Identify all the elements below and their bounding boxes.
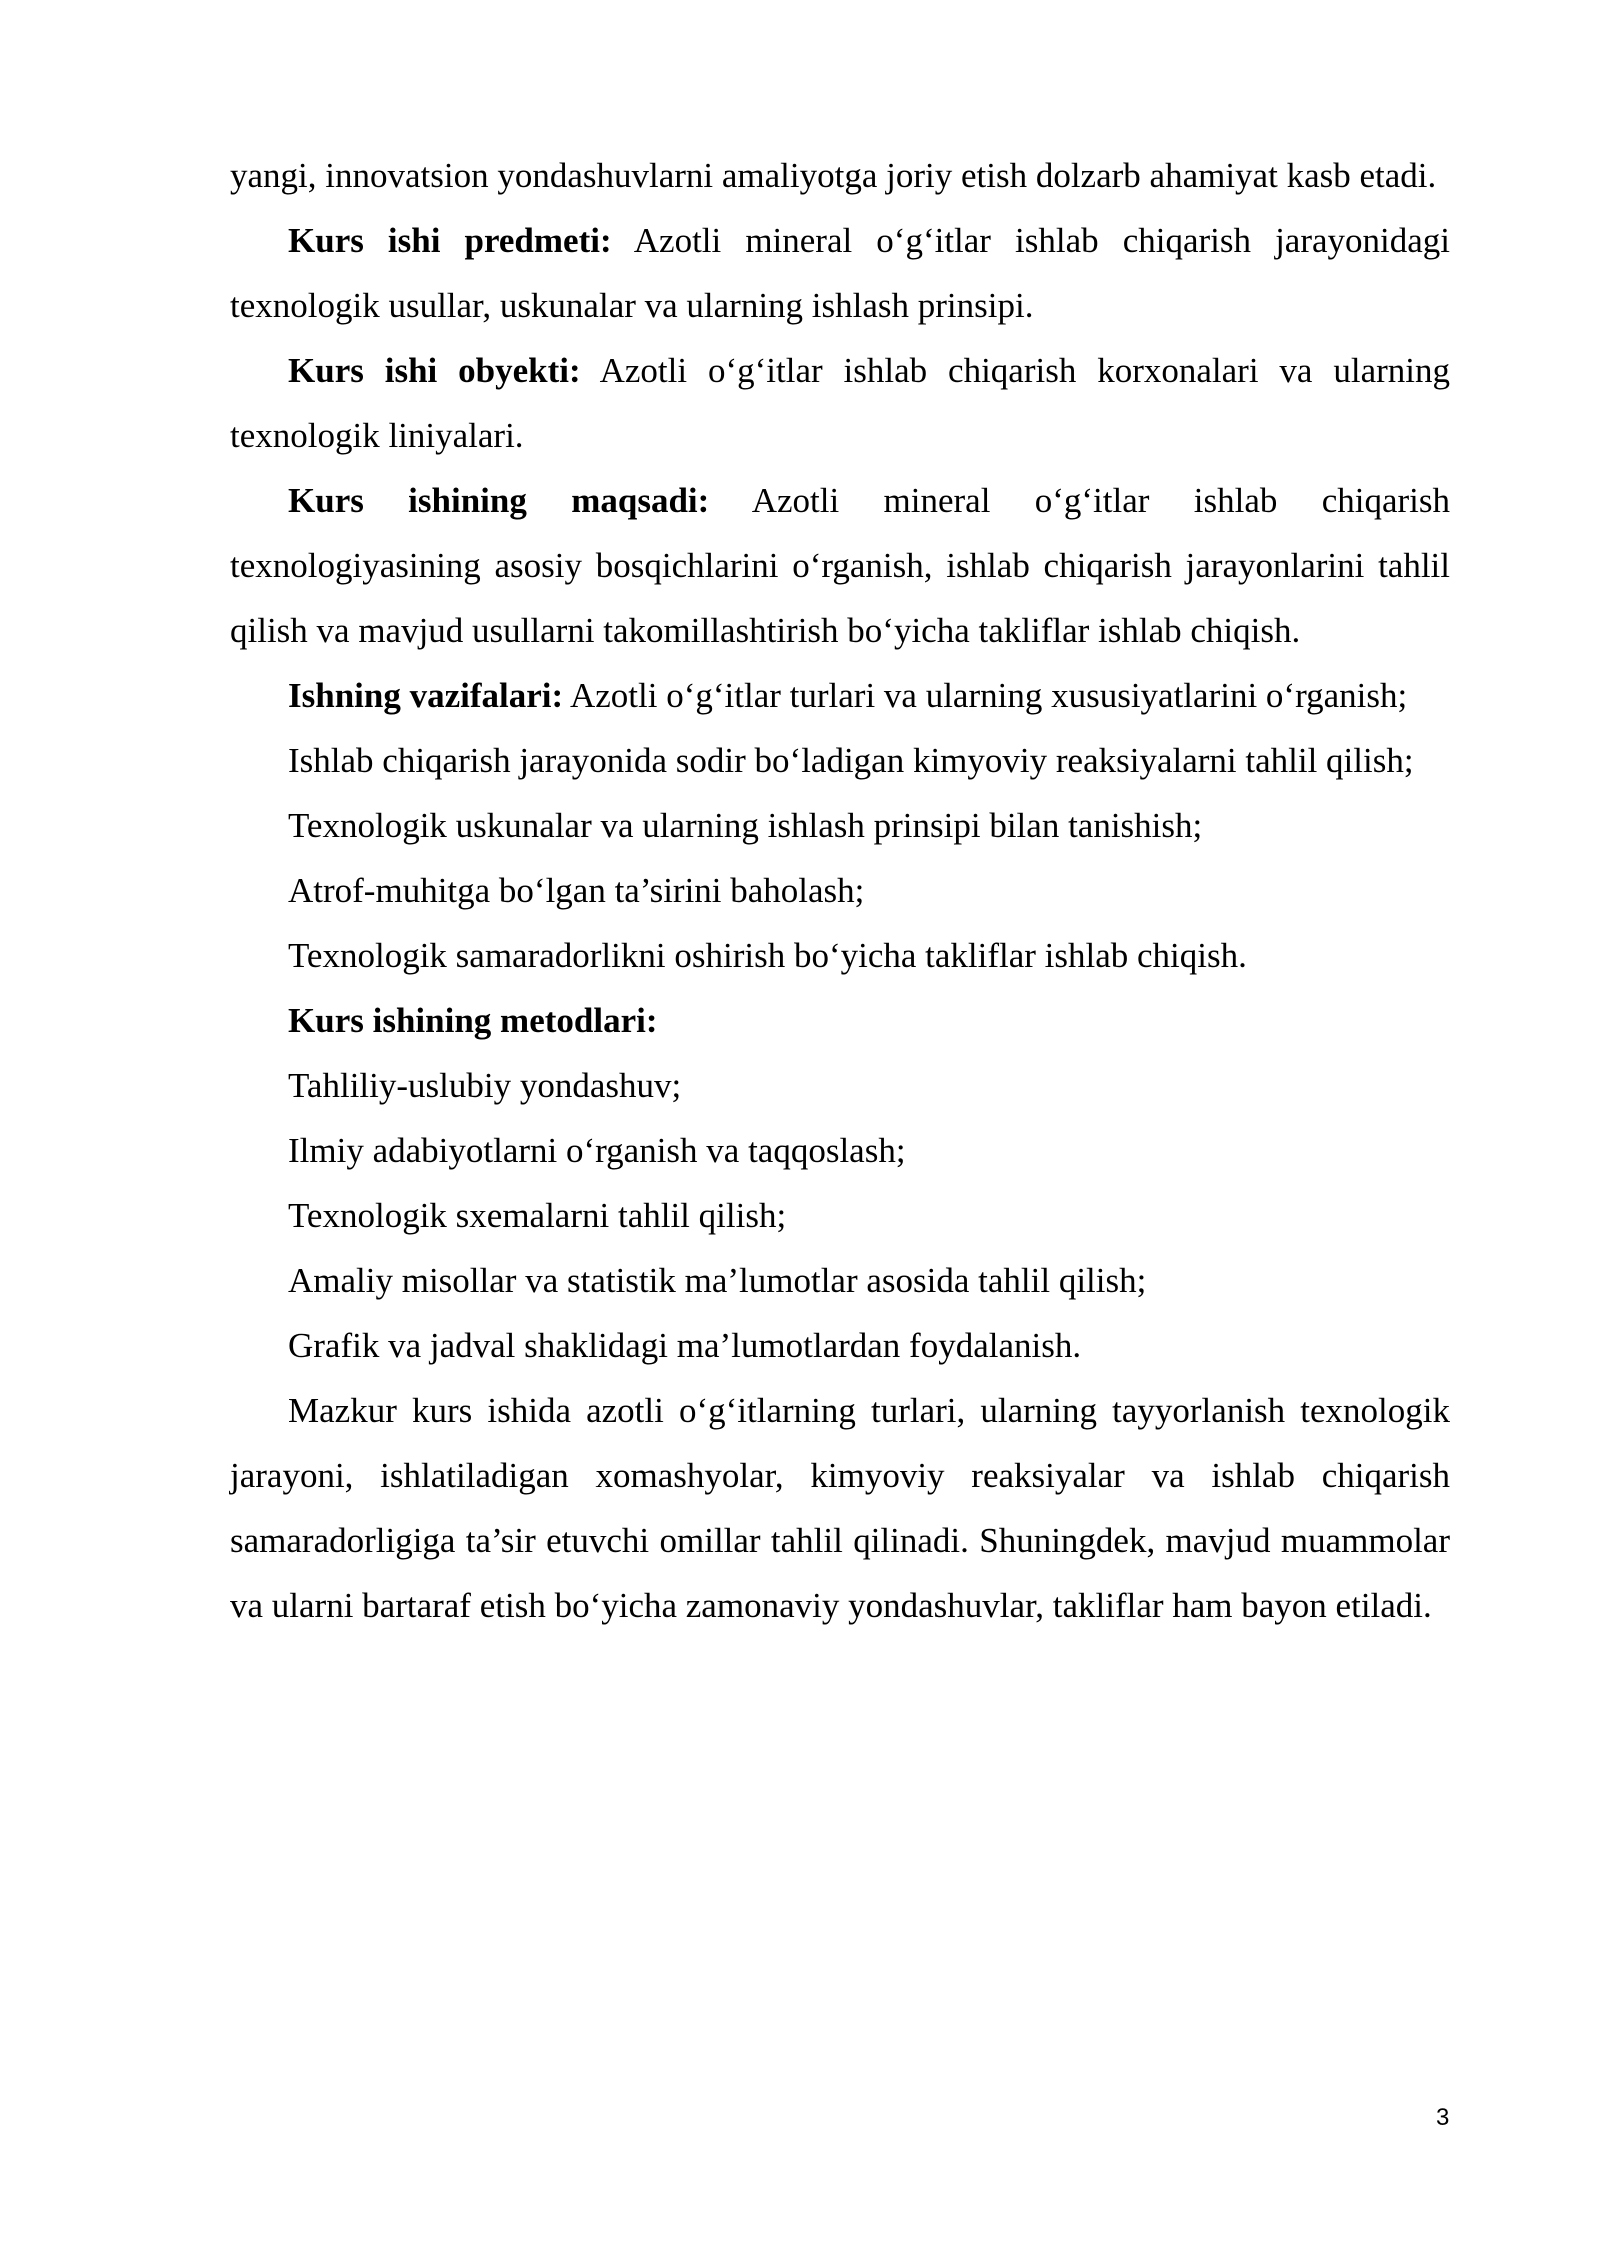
task-item (230, 793, 1450, 858)
paragraph-label: Kurs ishining maqsadi: (288, 481, 710, 520)
paragraph-text: Azotli mineral o‘g‘itlar ishlab chiqarish texnologiyasining asosiy bosqichlarini o‘rganish, ishlab chiqarish jarayonlarini tahlil qilish va mavjud usullarni takomillashtirish bo‘yicha takliflar ishlab chiqish. (230, 481, 1450, 650)
paragraph-goal (230, 468, 1450, 663)
method-item (230, 1053, 1450, 1118)
paragraph-text: Mazkur kurs ishida azotli o‘g‘itlarning turlari, ularning tayyorlanish texnologik jarayoni, ishlatiladigan xomashyolar, kimyoviy reaksiyalar va ishlab chiqarish samaradorligiga ta’sir etuvchi omillar tahlil qilinadi. Shuningdek, mavjud muammolar va ularni bartaraf etish bo‘yicha zamonaviy yondashuvlar, takliflar ham bayon etiladi. (230, 1391, 1450, 1625)
method-item (230, 1118, 1450, 1183)
document-page (230, 143, 1450, 1638)
paragraph-text: Tahliliy-uslubiy yondashuv; (288, 1066, 682, 1105)
method-item (230, 1313, 1450, 1378)
paragraph-text: Azotli o‘g‘itlar ishlab chiqarish korxonalari va ularning texnologik liniyalari. (230, 351, 1450, 455)
paragraph-subject (230, 208, 1450, 338)
paragraph-text: yangi, innovatsion yondashuvlarni amaliyotga joriy etish dolzarb ahamiyat kasb etadi. (230, 156, 1437, 195)
paragraph-methods-heading (230, 988, 1450, 1053)
paragraph-text: Texnologik uskunalar va ularning ishlash prinsipi bilan tanishish; (288, 806, 1203, 845)
paragraph-label: Kurs ishi predmeti: (288, 221, 612, 260)
paragraph-text: Texnologik samaradorlikni oshirish bo‘yicha takliflar ishlab chiqish. (288, 936, 1247, 975)
task-item (230, 858, 1450, 923)
paragraph-text: Atrof-muhitga bo‘lgan ta’sirini baholash; (288, 871, 865, 910)
paragraph-text: Azotli o‘g‘itlar turlari va ularning xususiyatlarini o‘rganish; (563, 676, 1408, 715)
paragraph-text: Amaliy misollar va statistik ma’lumotlar asosida tahlil qilish; (288, 1261, 1147, 1300)
task-item (230, 728, 1450, 793)
paragraph-intro-continuation (230, 143, 1450, 208)
paragraph-label: Ishning vazifalari: (288, 676, 564, 715)
task-item (230, 923, 1450, 988)
paragraph-text: Texnologik sxemalarni tahlil qilish; (288, 1196, 787, 1235)
paragraph-summary (230, 1378, 1450, 1638)
page-number: 3 (1436, 2104, 1450, 2131)
paragraph-text: Ishlab chiqarish jarayonida sodir bo‘ladigan kimyoviy reaksiyalarni tahlil qilish; (288, 741, 1414, 780)
paragraph-label: Kurs ishining metodlari: (288, 1001, 658, 1040)
paragraph-text: Azotli mineral o‘g‘itlar ishlab chiqarish jarayonidagi texnologik usullar, uskunalar va ularning ishlash prinsipi. (230, 221, 1450, 325)
method-item (230, 1248, 1450, 1313)
paragraph-tasks (230, 663, 1450, 728)
paragraph-text: Ilmiy adabiyotlarni o‘rganish va taqqoslash; (288, 1131, 906, 1170)
method-item (230, 1183, 1450, 1248)
paragraph-object (230, 338, 1450, 468)
paragraph-text: Grafik va jadval shaklidagi ma’lumotlardan foydalanish. (288, 1326, 1082, 1365)
paragraph-label: Kurs ishi obyekti: (288, 351, 581, 390)
